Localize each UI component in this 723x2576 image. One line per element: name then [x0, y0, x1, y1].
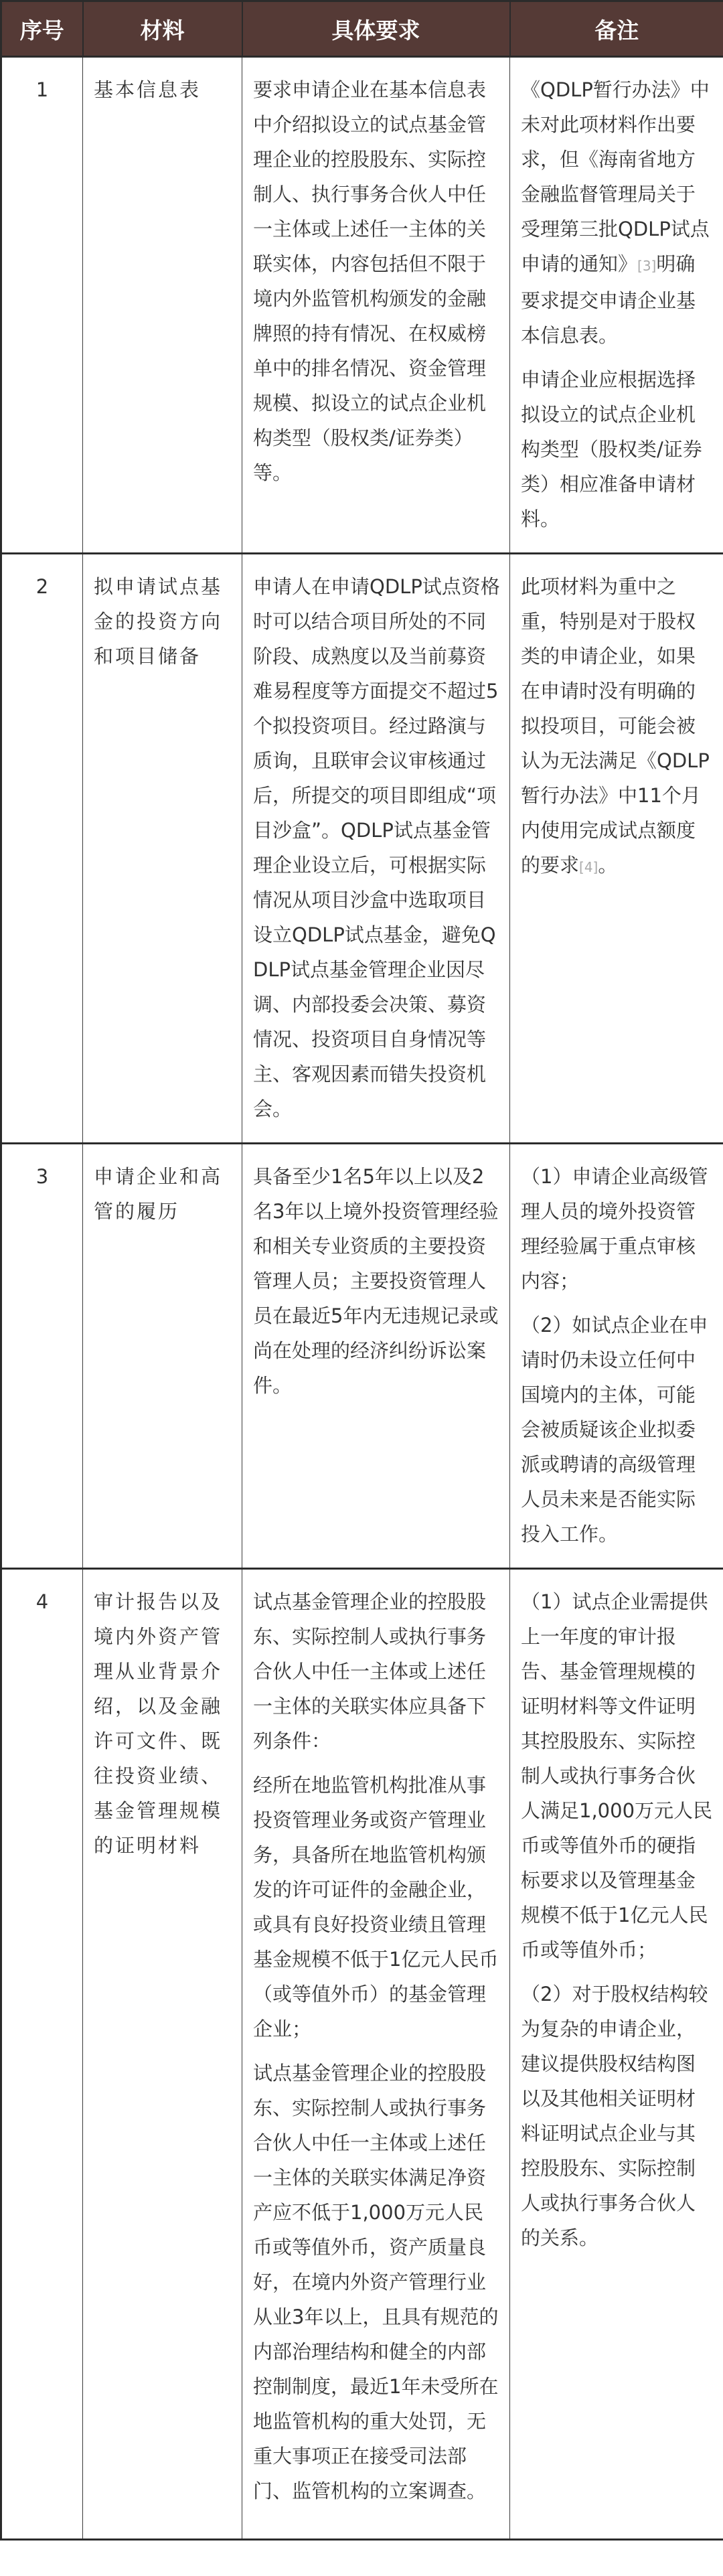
material-cell: 审计报告以及境内外资产管理从业背景介绍，以及金融许可文件、既往投资业绩、基金管理规模的证明材料	[83, 1569, 242, 2540]
requirement-cell	[242, 1569, 510, 2540]
row-number: 1	[1, 57, 83, 554]
table-row	[1, 554, 723, 1144]
note-text: （1）试点企业需提供上一年度的审计报告、基金管理规模的证明材料等文件证明其控股股东、实际控制人或执行事务合伙人满足1,000万元人民币或等值外币的硬指标要求以及管理基金规模不低于1亿元人民币或等值外币；	[521, 1590, 713, 1961]
header-no: 序号	[1, 1, 83, 57]
material-cell: 申请企业和高管的履历	[83, 1144, 242, 1569]
row-number: 2	[1, 554, 83, 1144]
note-paragraph	[521, 1977, 714, 2255]
header-requirement: 具体要求	[242, 1, 510, 57]
note-cell	[510, 554, 723, 1144]
table-row	[1, 57, 723, 554]
requirement-paragraph: 具备至少1名5年以上以及2名3年以上境外投资管理经验和相关专业资质的主要投资管理人员；主要投资管理人员在最近5年内无违规记录或尚在处理的经济纠纷诉讼案件。	[253, 1165, 499, 1397]
note-text: 《QDLP暂行办法》中未对此项材料作出要求，但《海南省地方金融监督管理局关于受理第三批QDLP试点申请的通知》	[521, 78, 710, 275]
note-cell	[510, 1569, 723, 2540]
footnote-link[interactable]: [3]	[637, 258, 657, 274]
table-row	[1, 1569, 723, 2540]
requirement-paragraph: 要求申请企业在基本信息表中介绍拟设立的试点基金管理企业的控股股东、实际控制人、执行事务合伙人中任一主体或上述任一主体的关联实体，内容包括但不限于境内外监管机构颁发的金融牌照的持有情况、在权威榜单中的排名情况、资金管理规模、拟设立的试点企业机构类型（股权类/证券类）等。	[253, 78, 487, 484]
header-note: 备注	[510, 1, 723, 57]
row-number: 3	[1, 1144, 83, 1569]
note-text: 此项材料为重中之重，特别是对于股权类的申请企业，如果在申请时没有明确的拟投项目，可能会被认为无法满足《QDLP暂行办法》中11个月内使用完成试点额度的要求	[521, 575, 710, 877]
requirement-cell	[242, 1144, 510, 1569]
row-number: 4	[1, 1569, 83, 2540]
note-cell	[510, 1144, 723, 1569]
note-paragraph	[521, 72, 714, 353]
requirement-paragraph: 申请人在申请QDLP试点资格时可以结合项目所处的不同阶段、成熟度以及当前募资难易程度等方面提交不超过5个拟投资项目。经过路演与质询，且联审会议审核通过后，所提交的项目即组成“项目沙盒”。QDLP试点基金管理企业设立后，可根据实际情况从项目沙盒中选取项目设立QDLP试点基金，避免QDLP试点基金管理企业因尽调、内部投委会决策、募资情况、投资项目自身情况等主、客观因素而错失投资机会。	[253, 575, 500, 1120]
note-text: 申请企业应根据选择拟设立的试点企业机构类型（股权类/证券类）相应准备申请材料。	[521, 368, 702, 530]
requirement-cell	[242, 554, 510, 1144]
requirement-paragraph: 试点基金管理企业的控股股东、实际控制人或执行事务合伙人中任一主体或上述任一主体的关联实体满足净资产应不低于1,000万元人民币或等值外币，资产质量良好，在境内外资产管理行业从业3年以上，且具有规范的内部治理结构和健全的内部控制制度，最近1年未受所在地监管机构的重大处罚，无重大事项正在接受司法部门、监管机构的立案调查。	[253, 2062, 499, 2502]
note-text: （1）申请企业高级管理人员的境外投资管理经验属于重点审核内容；	[521, 1165, 708, 1292]
note-paragraph	[521, 569, 714, 885]
note-text: （2）如试点企业在申请时仍未设立任何中国境内的主体，可能会被质疑该企业拟委派或聘请的高级管理人员未来是否能实际投入工作。	[521, 1314, 708, 1545]
note-paragraph	[521, 362, 714, 536]
requirement-paragraph: 试点基金管理企业的控股股东、实际控制人或执行事务合伙人中任一主体或上述任一主体的关联实体应具备下列条件：	[253, 1590, 487, 1752]
material-cell: 拟申请试点基金的投资方向和项目储备	[83, 554, 242, 1144]
note-text: （2）对于股权结构较为复杂的申请企业，建议提供股权结构图以及其他相关证明材料证明试点企业与其控股股东、实际控制人或执行事务合伙人的关系。	[521, 1983, 708, 2249]
note-text: 。	[598, 854, 618, 877]
material-cell: 基本信息表	[83, 57, 242, 554]
note-paragraph	[521, 1159, 714, 1298]
footnote-link[interactable]: [4]	[579, 859, 598, 875]
requirement-cell	[242, 57, 510, 554]
note-cell	[510, 57, 723, 554]
requirement-paragraph: 经所在地监管机构批准从事投资管理业务或资产管理业务，具备所在地监管机构颁发的许可证件的金融企业，或具有良好投资业绩且管理基金规模不低于1亿元人民币（或等值外币）的基金管理企业；	[253, 1774, 499, 2040]
table-header-row	[1, 1, 723, 57]
table-row	[1, 1144, 723, 1569]
note-text: 明确要求提交申请企业基本信息表。	[521, 252, 696, 347]
note-paragraph	[521, 1584, 714, 1967]
header-material: 材料	[83, 1, 242, 57]
note-paragraph	[521, 1308, 714, 1551]
